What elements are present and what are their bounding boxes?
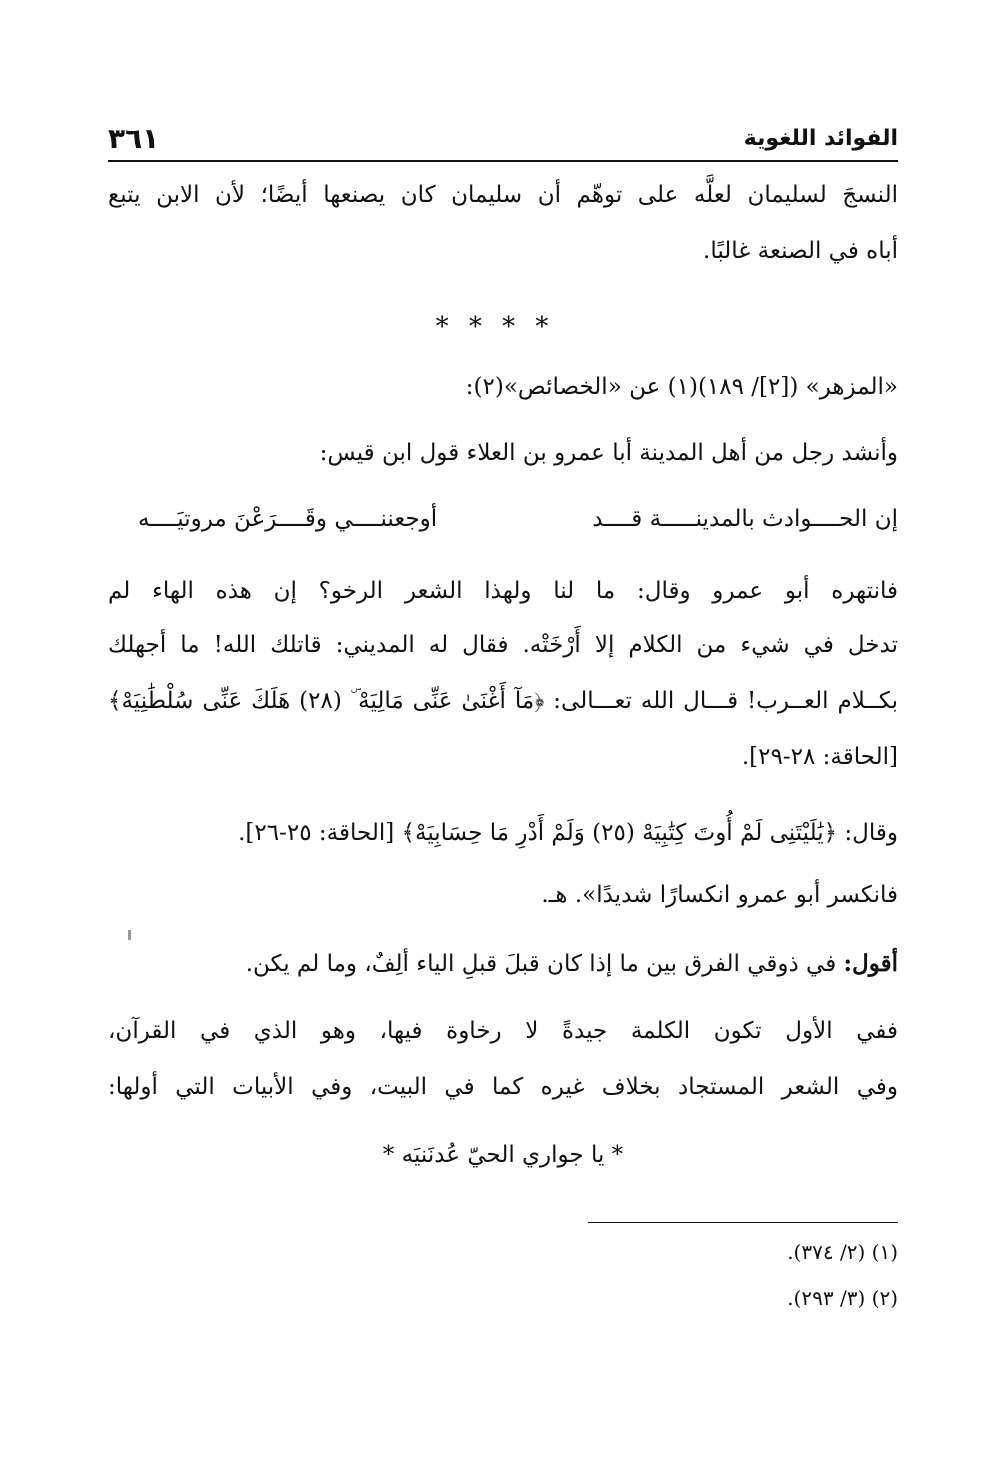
footnote-1: (١) (٢/ ٣٧٤). — [787, 1240, 898, 1264]
para2-line3: بكــلام العــرب! قـــال الله تعـــالى: ﴿مَآ أَغْنَىٰ عَنِّى مَالِيَهْ ۜ (٢٨) هَلَكَ عَنِّى سُلْطَٰنِيَهْ﴾ — [108, 688, 899, 714]
source-line: «المزهر» ([٢]/ ١٨٩)(١) عن «الخصائص»(٢): — [465, 374, 898, 400]
para5-line1 — [108, 950, 898, 979]
verse-line — [108, 506, 898, 540]
para2-line4: [الحاقة: ٢٨-٢٩]. — [741, 744, 898, 770]
verse-first-half: إن الحــــوادث بالمدينـــــة قــــد — [592, 506, 898, 532]
para1-line1: النسجَ لسليمان لعلَّه على توهّم أن سليمان كان يصنعها أيضًا؛ لأن الابن يتبع — [108, 182, 898, 208]
para2-line2: تدخل في شيء من الكلام إلا أَرْخَتْه. فقال له المديني: قاتلك الله! ما أجهلك — [108, 632, 898, 658]
para6-line1: ففي الأول تكون الكلمة جيدةً لا رخاوة فيها، وهو الذي في القرآن، — [108, 1018, 898, 1044]
section-separator: * * * * — [435, 312, 555, 342]
para4-line1: فانكسر أبو عمرو انكسارًا شديدًا». هـ. — [541, 882, 898, 908]
para2-line1: فانتهره أبو عمرو وقال: ما لنا ولهذا الشعر الرخو؟ إن هذه الهاء لم — [108, 578, 898, 604]
footnote-rule — [588, 1222, 898, 1223]
verse-second-half: أوجعننــــي وقَــــرَعْنَ مروتيَــــه — [138, 506, 438, 532]
para1-line2: أباه في الصنعة غالبًا. — [703, 238, 898, 264]
para5-lead: أقول: — [843, 950, 898, 977]
running-title: الفوائد اللغوية — [743, 126, 898, 151]
verse2: * يا جواري الحيّ عُدنَنيَه * — [382, 1142, 624, 1168]
para5-text: في ذوقي الفرق بين ما إذا كان قبلَ قبلِ الياء ألِفٌ، وما لم يكن. — [245, 951, 844, 977]
para6-line2: وفي الشعر المستجاد بخلاف غيره كما في البيت، وفي الأبيات التي أولها: — [108, 1074, 898, 1100]
stray-mark — [128, 930, 131, 940]
footnote-2: (٢) (٣/ ٢٩٣). — [787, 1286, 898, 1310]
page-header — [108, 122, 898, 162]
page-number: ٣٦١ — [108, 122, 160, 155]
para3-line1: وقال: ﴿يَٰلَيْتَنِى لَمْ أُوتَ كِتَٰبِيَهْ (٢٥) وَلَمْ أَدْرِ مَا حِسَابِيَهْ﴾ [الحاقة: ٢٥-٢٦]. — [238, 820, 898, 846]
header-rule — [108, 160, 898, 162]
intro-line: وأنشد رجل من أهل المدينة أبا عمرو بن العلاء قول ابن قيس: — [319, 440, 898, 466]
